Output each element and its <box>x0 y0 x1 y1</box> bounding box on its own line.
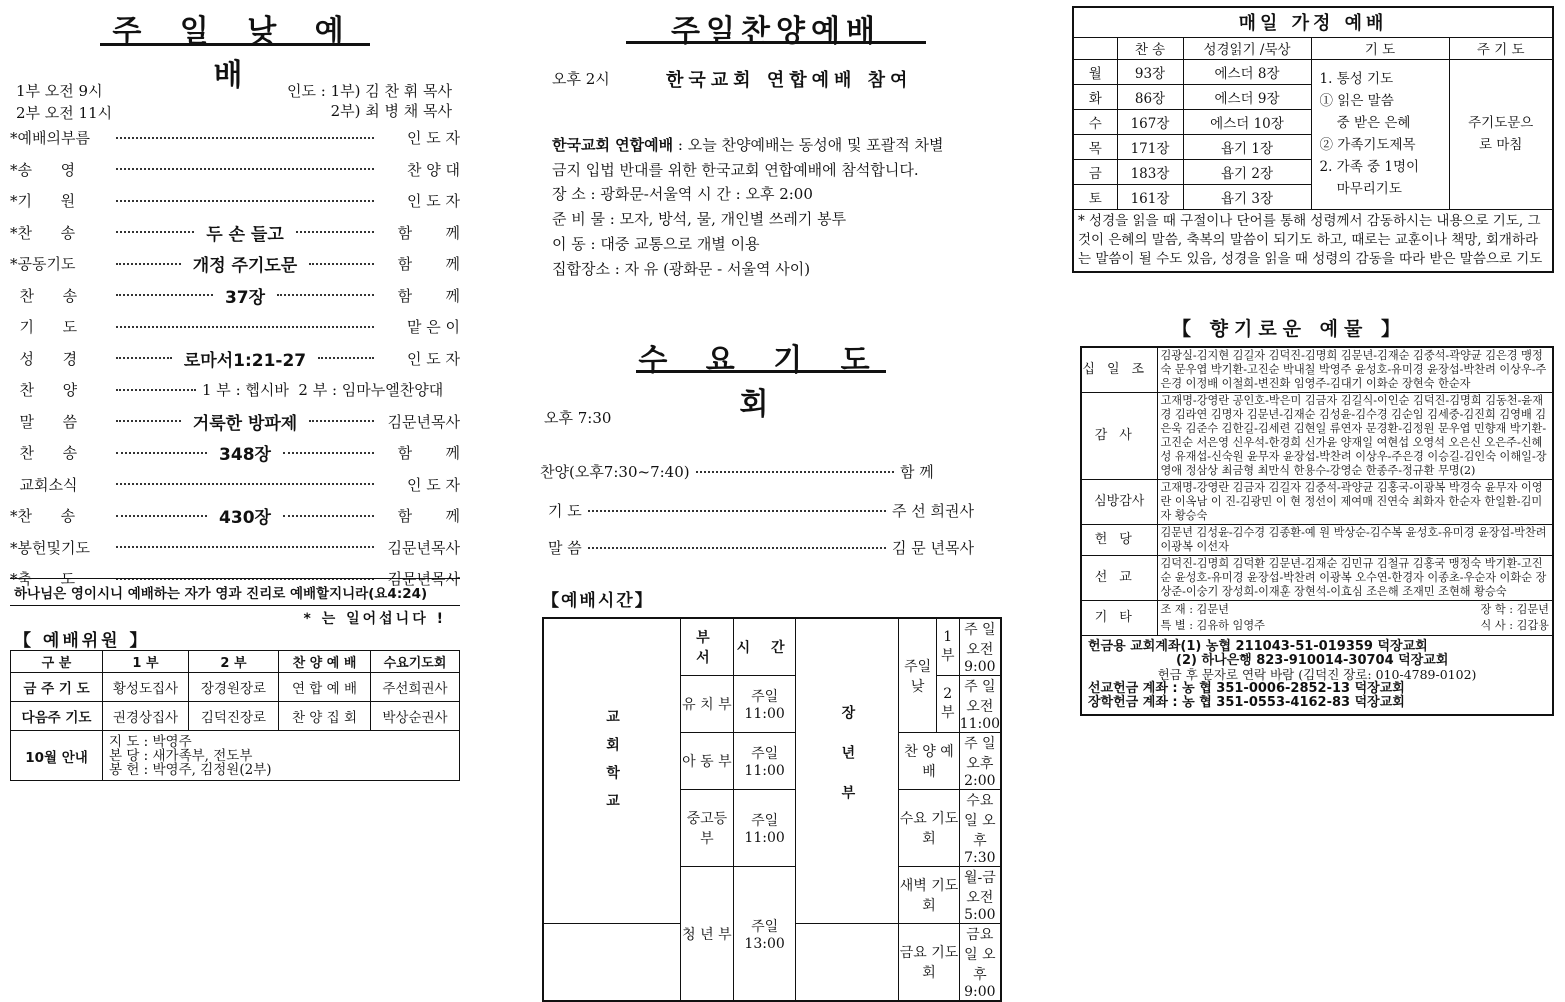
offering-row <box>1081 601 1553 636</box>
order-row <box>10 248 460 280</box>
committee-cell: 김덕진장로 <box>189 702 279 731</box>
offering-category: 십일조 <box>1081 347 1157 393</box>
daily-title: 매일 가정 예배 <box>1073 7 1553 37</box>
order-responsible: 함 께 <box>397 507 461 526</box>
praise-prep: 준 비 물 : 모자, 방석, 물, 개인별 쓰레기 봉투 <box>552 210 847 228</box>
leader-2: 2부) 최 병 채 목사 <box>330 102 452 120</box>
adult-text: 장년부 <box>839 704 856 825</box>
sched-cell: 금요 기도회 <box>899 924 959 1002</box>
committee-title: 【 예배위원 】 <box>14 631 150 651</box>
contact-line: 헌금 후 문자로 연락 바람 (김덕진 장로: 010-4789-0102) <box>1157 667 1477 682</box>
etc-item: 조 재 : 김문년 <box>1160 603 1229 616</box>
leader-1: 인도 : 1부) 김 찬 휘 목사 <box>287 82 452 100</box>
october-label: 10월 안내 <box>11 731 103 781</box>
order-label: 교회소식 <box>10 475 78 494</box>
order-responsible: 인 도 자 <box>406 475 460 494</box>
order-responsible: 함 께 <box>397 223 460 242</box>
october-row <box>11 731 460 781</box>
offering-category: 감사 <box>1081 393 1157 480</box>
order-label: *축 도 <box>10 570 76 589</box>
october-line: 본 당 : 새가족부, 전도부 <box>109 747 253 764</box>
prayer-line: 중 받은 은혜 <box>1319 114 1411 131</box>
account-info <box>1081 636 1553 716</box>
order-label: 말 씀 <box>10 412 78 431</box>
etc-item: 식 사 : 김갑용 <box>1480 619 1549 632</box>
daily-cell: 욥기 3장 <box>1183 184 1311 209</box>
account-line: 헌금용 교회계좌(1) 농협 211043-51-019359 덕장교회 <box>1088 639 1428 654</box>
offering-names: 김광실-김지현 김길자 김덕진-김명희 김문년-김재순 김중석-곽양균 김은경 맹정숙 문우엽 박기환-고진순 박내칠 박영주 윤성호-유미경 윤장섭-박찬려 이상우-주은경 이정배 이철희-변진화 임영주-김대기 이화순 장현숙 한순자 <box>1157 347 1553 393</box>
order-row <box>10 437 460 469</box>
sched-cell: 유 치 부 <box>681 676 734 733</box>
offering-row <box>1081 525 1553 556</box>
committee-cell: 찬 양 집 회 <box>279 702 371 731</box>
church-school-text: 교회학교 <box>604 708 620 821</box>
committee-header: 수요기도회 <box>371 651 460 673</box>
daily-cell: 에스더 10장 <box>1183 109 1311 134</box>
praise-desc-line2: 금지 입법 반대를 위한 한국교회 연합예배에 참석합니다. <box>552 161 919 179</box>
order-responsible: 맡 은 이 <box>406 318 460 337</box>
october-line: 봉 헌 : 박영주, 김정원(2부) <box>109 761 272 778</box>
schedule-title: 【예배시간】 <box>542 591 654 611</box>
order-responsible: 찬 양 대 <box>406 160 460 179</box>
praise-gather: 집합장소 : 자 유 (광화문 - 서울역 사이) <box>552 260 811 278</box>
praise-desc-bold: 한국교회 연합예배 <box>552 136 674 154</box>
wednesday-title: 수 요 기 도 회 <box>636 335 886 373</box>
order-label: 찬 송 <box>10 286 78 305</box>
offering-names: 김문년 김성윤-김수경 김종환-예 원 박상순-김수복 윤성호-유미경 윤장섭-박찬려 이광복 이선자 <box>1157 525 1553 556</box>
offering-names: 고재명-강영란 김금자 김길자 김중석-곽양균 김홍국-이광복 박경숙 윤무자 이영란 이옥남 이 진-김광민 이 현 정선이 제여매 진연숙 최화자 한순자 한일환-김미자 황승숙 <box>1157 480 1553 525</box>
schedule-header: 시 간 <box>733 618 796 676</box>
prayer-line: ② 가족기도제목 <box>1319 136 1416 153</box>
committee-header: 1 부 <box>103 651 189 673</box>
praise-headline: 한국교회 연합예배 참여 <box>666 70 913 91</box>
account-line: 장학헌금 계좌 : 농 협 351-0553-4162-83 덕장교회 <box>1088 695 1405 710</box>
praise-time: 오후 2시 <box>552 70 610 88</box>
daily-header: 주 기 도 <box>1449 37 1553 59</box>
daily-header: 기 도 <box>1311 37 1449 59</box>
prayer-line: 마무리기도 <box>1319 180 1402 197</box>
committee-cell: 권경상집사 <box>103 702 189 731</box>
sched-cell: 주일 13:00 <box>733 867 796 1002</box>
order-label: *봉헌및기도 <box>10 538 90 557</box>
wednesday-row <box>540 537 990 558</box>
scripture-verse: 하나님은 영이시니 예배하는 자가 영과 진리로 예배할지니라(요4:24) <box>10 578 460 606</box>
church-school-label <box>543 618 681 924</box>
committee-cell: 금 주 기 도 <box>11 673 103 702</box>
committee-row <box>11 673 460 702</box>
wednesday-row-right: 주 선 희권사 <box>892 502 974 520</box>
order-item: 로마서1:21-27 <box>183 350 307 371</box>
order-item: 개정 주기도문 <box>192 256 298 277</box>
order-row <box>10 311 460 343</box>
account-line: 선교헌금 계좌 : 농 협 351-0006-2852-13 덕장교회 <box>1088 681 1405 696</box>
schedule-header: 부 서 <box>681 618 734 676</box>
daily-note: * 성경을 읽을 때 구절이나 단어를 통해 성령께서 감동하시는 내용으로 기도, 그것이 은혜의 말씀, 축복의 말씀이 되기도 하고, 때로는 교훈이나 책망, 회개하라는 말씀이 될 수도 있음, 성경을 읽을 때 성령의 감동을 따라 받은 말씀으로 기도 <box>1073 209 1553 272</box>
sched-cell: 수요 기도회 <box>899 790 959 867</box>
stand-note: * 는 일어섭니다 ! <box>303 611 446 627</box>
praise-service-title: 주일찬양예배 <box>626 6 926 44</box>
prayer-guide <box>1311 59 1449 209</box>
order-responsible: 인 도 자 <box>406 192 460 211</box>
offering-names: 김덕진-김명희 김덕환 김문년-김재순 김민규 김철규 김홍국 맹정숙 박기환-고진순 윤성호-유미경 윤장섭-박찬려 이광복 오수연-한경자 이종초-우순자 이화순 장상준-이숭기 장성희-이재훈 장현석-이효심 조은해 조재민 조현해 황승숙 <box>1157 556 1553 601</box>
etc-item: 장 학 : 김문년 <box>1480 603 1549 616</box>
prayer-line: 1. 통성 기도 <box>1319 70 1394 87</box>
sched-cell: 주일 11:00 <box>733 733 796 790</box>
account-line: (2) 하나은행 823-910014-30704 덕장교회 <box>1176 653 1449 668</box>
daily-header: 찬 송 <box>1117 37 1183 59</box>
daily-cell: 161장 <box>1117 184 1183 209</box>
daily-cell: 토 <box>1073 184 1117 209</box>
order-label: *기 원 <box>10 192 76 211</box>
sched-cell: 청 년 부 <box>681 867 734 1002</box>
order-responsible: 인 도 자 <box>407 349 461 368</box>
committee-table <box>10 650 460 781</box>
offering-row <box>1081 393 1553 480</box>
daily-cell: 욥기 2장 <box>1183 159 1311 184</box>
daily-cell: 167장 <box>1117 109 1183 134</box>
offering-table <box>1080 346 1554 716</box>
october-line: 지 도 : 박영주 <box>109 733 192 750</box>
sunday-service-title: 주 일 낮 예 배 <box>100 6 370 46</box>
offering-names: 고재명-강영란 공인호-박은미 김금자 김길식-이인순 김덕진-김명희 김동천-윤재경 김라연 김명자 김문년-김재순 김성윤-김수경 김순임 김세중-김진희 김영배 김은욱 김준수 김한길-김세련 김현일 류연자 문경환-김정원 문우엽 민향재 박기환-고진순 서은영 신우석-한경희 신가윤 양재일 여현섭 오영석 오은신 오은주-신혜성 유재섭-신숙원 윤무자 윤장섭-박찬려 이상우-주은경 이승길-김인숙 이해일-장영애 정삼상 최금형 최만식 한용수-강영순 한종주-정규환 무명(2) <box>1157 393 1553 480</box>
order-label: 기 도 <box>10 318 78 337</box>
daily-cell: 목 <box>1073 134 1117 159</box>
wednesday-row-label: 말 씀 <box>548 539 582 557</box>
prayer-line: 2. 가족 중 1명이 <box>1319 158 1420 175</box>
order-item: 두 손 들고 <box>206 224 284 245</box>
committee-cell: 연 합 예 배 <box>279 673 371 702</box>
order-row <box>10 185 460 217</box>
lords-prayer: 주기도문으로 마침 <box>1449 59 1553 209</box>
order-responsible: 함 께 <box>397 255 461 274</box>
order-row <box>10 532 460 564</box>
sched-cell: 주 일 오전 11:00 <box>959 676 1001 733</box>
daily-header: 성경읽기 /묵상 <box>1183 37 1311 59</box>
daily-cell: 금 <box>1073 159 1117 184</box>
order-label: 찬 양 <box>10 381 78 400</box>
order-label: *찬 송 <box>10 223 76 242</box>
committee-header: 2 부 <box>189 651 279 673</box>
praise-place: 장 소 : 광화문-서울역 시 간 : 오후 2:00 <box>552 185 813 203</box>
order-label: *송 영 <box>10 160 76 179</box>
sched-cell: 주일 11:00 <box>733 790 796 867</box>
order-of-worship <box>10 122 460 595</box>
order-row <box>10 154 460 186</box>
order-responsible: 함 께 <box>397 444 461 463</box>
daily-cell: 화 <box>1073 84 1117 109</box>
order-label: 성 경 <box>10 349 78 368</box>
praise-desc-rest: : 오늘 찬양예배는 동성애 및 포괄적 차별 <box>673 136 944 154</box>
october-info <box>103 731 460 781</box>
sched-cell: 금요일 오후 9:00 <box>959 924 1001 1002</box>
offering-etc <box>1157 601 1553 636</box>
offering-category: 기타 <box>1081 601 1157 636</box>
committee-row <box>11 702 460 731</box>
schedule-table <box>542 617 1002 1002</box>
sched-cell: 수요일 오후 7:30 <box>959 790 1001 867</box>
order-row <box>10 374 460 406</box>
committee-cell: 황성도집사 <box>103 673 189 702</box>
daily-cell: 욥기 1장 <box>1183 134 1311 159</box>
daily-cell: 수 <box>1073 109 1117 134</box>
order-item: 거룩한 방파제 <box>192 413 298 434</box>
etc-item: 특 별 : 김유하 임영주 <box>1160 619 1265 632</box>
committee-header: 찬 양 예 배 <box>279 651 371 673</box>
order-row <box>10 469 460 501</box>
wednesday-row <box>540 500 990 521</box>
sched-cell: 찬 양 예 배 <box>899 733 959 790</box>
daily-cell: 93장 <box>1117 59 1183 84</box>
sched-cell: 주 일 오후 2:00 <box>959 733 1001 790</box>
committee-cell: 장경원장로 <box>189 673 279 702</box>
daily-cell: 에스더 8장 <box>1183 59 1311 84</box>
order-row <box>10 406 460 438</box>
order-item: 37장 <box>224 287 266 308</box>
sched-cell: 아 동 부 <box>681 733 734 790</box>
order-row <box>10 280 460 312</box>
committee-cell: 다음주 기도 <box>11 702 103 731</box>
order-responsible: 1 부 : 헵시바 2 부 : 임마누엘찬양대 <box>202 381 444 400</box>
wednesday-row-right: 함 께 <box>900 463 934 481</box>
prayer-line: ① 읽은 말씀 <box>1319 92 1394 109</box>
order-item: 348장 <box>219 445 271 466</box>
order-responsible: 김문년목사 <box>387 538 460 557</box>
sched-cell: 주일 11:00 <box>733 676 796 733</box>
order-row <box>10 500 460 532</box>
sched-cell: 중고등부 <box>681 790 734 867</box>
sched-cell: 1부 <box>936 618 959 676</box>
offering-title: 【 향기로운 예물 】 <box>1172 318 1406 340</box>
sched-cell: 새벽 기도회 <box>899 867 959 924</box>
order-responsible: 인 도 자 <box>406 129 460 148</box>
order-label: *예배의부름 <box>10 129 90 148</box>
order-label: *찬 송 <box>10 507 76 526</box>
daily-cell: 183장 <box>1117 159 1183 184</box>
offering-row <box>1081 347 1553 393</box>
committee-header: 구 분 <box>11 651 103 673</box>
order-label: *공동기도 <box>10 255 76 274</box>
daily-cell: 86장 <box>1117 84 1183 109</box>
committee-cell: 주선희권사 <box>371 673 460 702</box>
adult-label <box>796 618 899 924</box>
wednesday-row-label: 찬양(오후7:30~7:40) <box>540 463 690 481</box>
service-time-1: 1부 오전 9시 <box>16 82 103 100</box>
order-row <box>10 217 460 249</box>
daily-worship-table <box>1072 6 1554 273</box>
offering-row <box>1081 480 1553 525</box>
offering-category: 헌당 <box>1081 525 1157 556</box>
offering-category: 심방감사 <box>1081 480 1157 525</box>
wednesday-row-label: 기 도 <box>548 502 582 520</box>
order-label: 찬 송 <box>10 444 78 463</box>
order-responsible: 함 께 <box>397 286 460 305</box>
daily-cell: 171장 <box>1117 134 1183 159</box>
wednesday-time: 오후 7:30 <box>544 409 612 427</box>
service-time-2: 2부 오전 11시 <box>16 104 113 122</box>
sched-cell: 주 일 오전 9:00 <box>959 618 1001 676</box>
order-responsible: 김문년목사 <box>387 412 461 431</box>
daily-cell: 월 <box>1073 59 1117 84</box>
order-row <box>10 122 460 154</box>
order-row <box>10 343 460 375</box>
sched-cell: 2부 <box>936 676 959 733</box>
order-responsible: 김문년목사 <box>387 570 460 589</box>
praise-move: 이 동 : 대중 교통으로 개별 이용 <box>552 235 760 253</box>
offering-category: 선교 <box>1081 556 1157 601</box>
sunday-label: 주일낮 <box>899 618 936 733</box>
offering-row <box>1081 556 1553 601</box>
order-item: 430장 <box>219 508 271 529</box>
committee-cell: 박상순권사 <box>371 702 460 731</box>
wednesday-row <box>540 461 990 482</box>
daily-cell: 에스더 9장 <box>1183 84 1311 109</box>
sched-cell: 월-금 오전 5:00 <box>959 867 1001 924</box>
wednesday-row-right: 김 문 년목사 <box>892 539 974 557</box>
praise-desc-line1 <box>552 134 943 155</box>
